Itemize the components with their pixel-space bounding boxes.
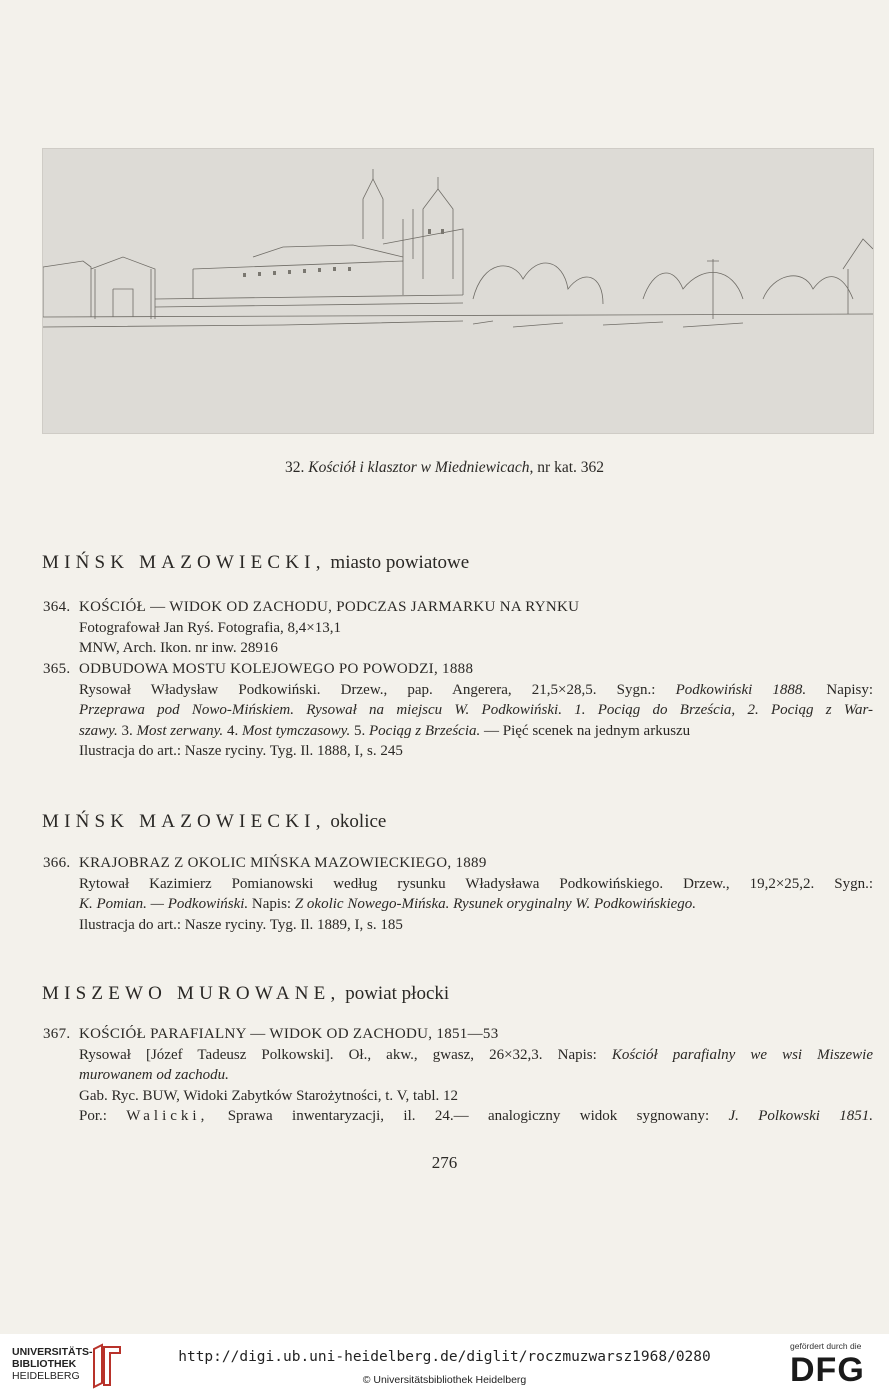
- entry-title: KOŚCIÓŁ — WIDOK OD ZACHODU, PODCZAS JARMARKU NA RYNKU: [79, 599, 580, 615]
- caption-number: 32.: [284, 459, 305, 476]
- caption-ref: nr kat. 362: [537, 459, 605, 476]
- permalink-url[interactable]: http://digi.ub.uni-heidelberg.de/diglit/roczmuzwarsz1968/0280: [178, 1349, 711, 1365]
- catalog-entry-366: 366. KRAJOBRAZ Z OKOLIC MIŃSKA MAZOWIECKIEGO, 1889 Rytował Kazimierz Pomianowski według rysunku Władysława Podkowińskiego. Drzew., 19,2×25,2. Sygn.: K. Pomian. — Podkowiński. Napis: Z okolic Nowego-Mińska. Rysunek oryginalny W. Podkowińskiego. Ilustracja do art.: Nasze ryciny. Tyg. Il. 1889, I, s. 185: [43, 855, 873, 933]
- church-sketch-illustration: [42, 148, 874, 434]
- catalog-entry-365: 365. ODBUDOWA MOSTU KOLEJOWEGO PO POWODZI, 1888 Rysował Władysław Podkowiński. Drzew., pap. Angerera, 21,5×28,5. Sygn.: Podkowiński 1888. Napisy: Przeprawa pod Nowo-Mińskiem. Rysował na miejscu W. Podkowiński. 1. Pociąg do Brześcia, 2. Pociąg z War- szawy. 3. Most zerwany. 4. Most tymczasowy. 5. Pociąg z Brześcia. — Pięć scenek na jednym arkuszu Ilustracja do art.: Nasze ryciny. Tyg. Il. 1888, I, s. 245: [43, 661, 874, 759]
- dfg-logo: DFG: [790, 1351, 865, 1389]
- section-heading-miszewo: MISZEWO MUROWANE, powiat płocki: [42, 983, 450, 1004]
- catalog-entry-364: 364. KOŚCIÓŁ — WIDOK OD ZACHODU, PODCZAS JARMARKU NA RYNKU Fotografował Jan Ryś. Fotografia, 8,4×13,1 MNW, Arch. Ikon. nr inw. 28916: [43, 599, 580, 656]
- section-heading-minsk-surroundings: MIŃSK MAZOWIECKI, okolice: [42, 811, 387, 832]
- footer-bar: [0, 1334, 889, 1396]
- copyright-notice: © Universitätsbibliothek Heidelberg: [362, 1374, 527, 1386]
- entry-title: KRAJOBRAZ Z OKOLIC MIŃSKA MAZOWIECKIEGO, 1889: [79, 855, 487, 871]
- figure-caption: [0, 459, 889, 477]
- catalog-entry-367: 367. KOŚCIÓŁ PARAFIALNY — WIDOK OD ZACHODU, 1851—53 Rysował [Józef Tadeusz Polkowski]. Oł., akw., gwasz, 26×32,3. Napis: Kościół parafialny we wsi Miszewie murowanem od zachodu. Gab. Ryc. BUW, Widoki Zabytków Starożytności, t. V, tabl. 12 Por.: Walicki, Sprawa inwentaryzacji, il. 24.— analogiczny widok sygnowany: J. Polkowski 1851.: [43, 1026, 874, 1124]
- library-logo-text: UNIVERSITÄTS- BIBLIOTHEK HEIDELBERG: [12, 1346, 93, 1382]
- entry-title: ODBUDOWA MOSTU KOLEJOWEGO PO POWODZI, 1888: [79, 661, 474, 677]
- page-number: 276: [431, 1153, 458, 1172]
- caption-title: Kościół i klasztor w Miedniewicach,: [308, 459, 534, 476]
- dfg-label: gefördert durch die: [790, 1341, 862, 1351]
- entry-title: KOŚCIÓŁ PARAFIALNY — WIDOK OD ZACHODU, 1851—53: [79, 1026, 499, 1042]
- section-heading-minsk-town: MIŃSK MAZOWIECKI, miasto powiatowe: [42, 552, 470, 573]
